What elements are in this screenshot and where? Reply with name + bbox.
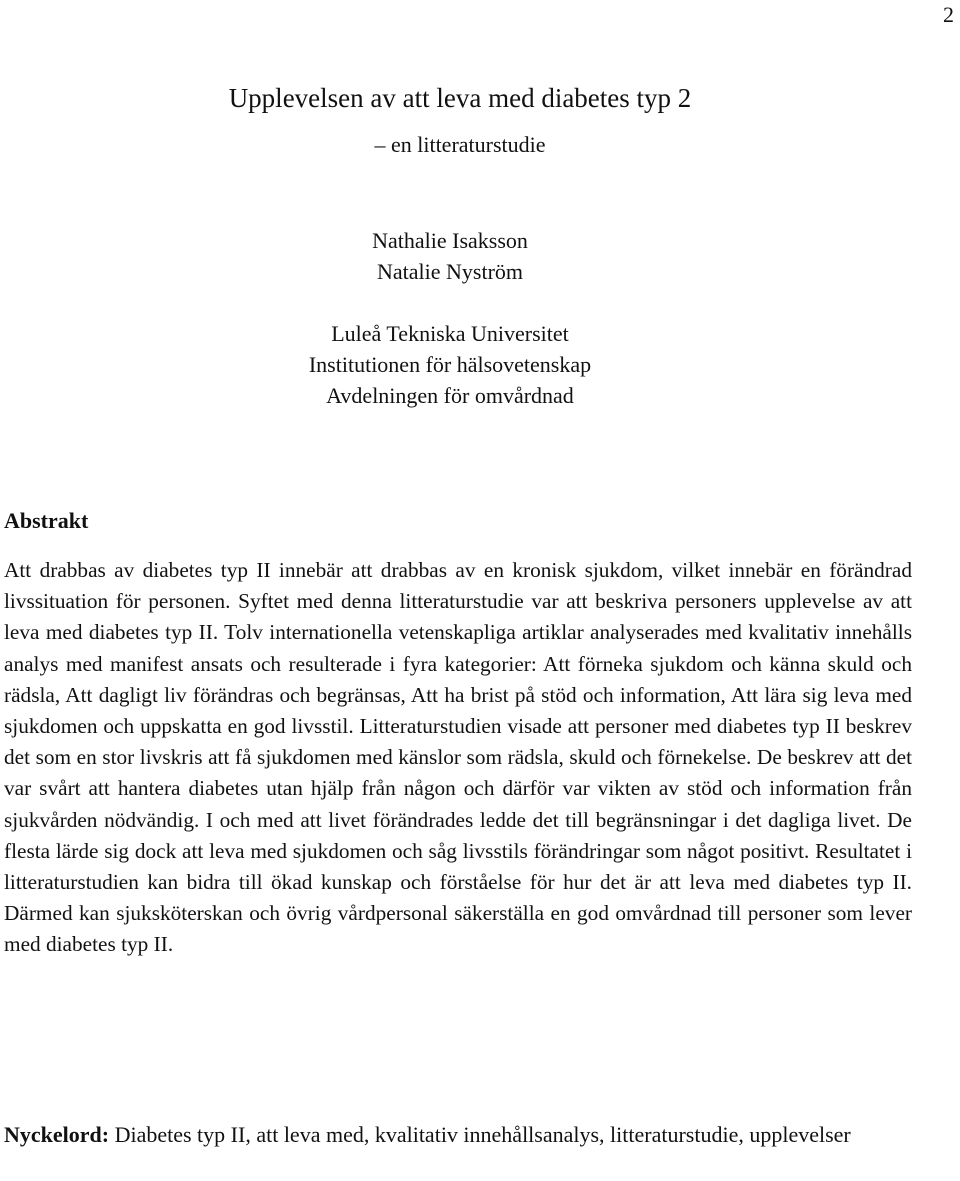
author-name: Nathalie Isaksson <box>372 228 528 253</box>
institution-name: Institutionen för hälsovetenskap <box>308 352 592 377</box>
abstract-body: Att drabbas av diabetes typ II innebär att drabbas av en kronisk sjukdom, vilket innebär en förändrad livssituation för personen. Syftet med denna litteraturstudie var att beskriva personers upplevelse av att leva med diabetes typ II. Tolv internationella vetenskapliga artiklar analyserades med kvalitativ innehålls analys med manifest ansats och resulterade i fyra kategorier: Att förneka sjukdom och känna skuld och rädsla, Att dagligt liv förändras och begränsas, Att ha brist på stöd och information, Att lära sig leva med sjukdomen och uppskatta en god livsstil. Litteraturstudien visade att personer med diabetes typ II beskrev det som en stor livskris att få sjukdomen med känslor som rädsla, skuld och förnekelse. De beskrev att det var svårt att hantera diabetes utan hjälp från någon och därför var vikten av stöd och information från sjukvården nödvändig. I och med att livet förändrades ledde det till begränsningar i det dagliga livet. De flesta lärde sig dock att leva med sjukdomen och såg livsstils förändringar som något positivt. Resultatet i litteraturstudien kan bidra till ökad kunskap och förståelse för hur det är att leva med diabetes typ II. Därmed kan sjuksköterskan och övrig vårdpersonal säkerställa en god omvårdnad till personer som lever med diabetes typ II. <box>4 558 912 957</box>
keywords-section <box>4 1120 916 1150</box>
author-name: Natalie Nyström <box>376 259 524 284</box>
abstract-section <box>4 506 912 961</box>
affiliation <box>0 318 900 411</box>
keywords-label: Nyckelord: <box>4 1122 110 1147</box>
university-name: Luleå Tekniska Universitet <box>331 321 569 346</box>
keywords-text: Diabetes typ II, att leva med, kvalitativ innehållsanalys, litteraturstudie, upplevelser <box>109 1122 851 1147</box>
department-name: Avdelningen för omvårdnad <box>326 383 574 408</box>
document-subtitle: – en litteraturstudie <box>374 132 546 157</box>
document-title: Upplevelsen av att leva med diabetes typ 2 <box>228 83 692 113</box>
abstract-heading: Abstrakt <box>4 508 89 533</box>
page-number: 2 <box>943 2 954 27</box>
title-block <box>0 78 920 160</box>
authors <box>0 225 900 287</box>
